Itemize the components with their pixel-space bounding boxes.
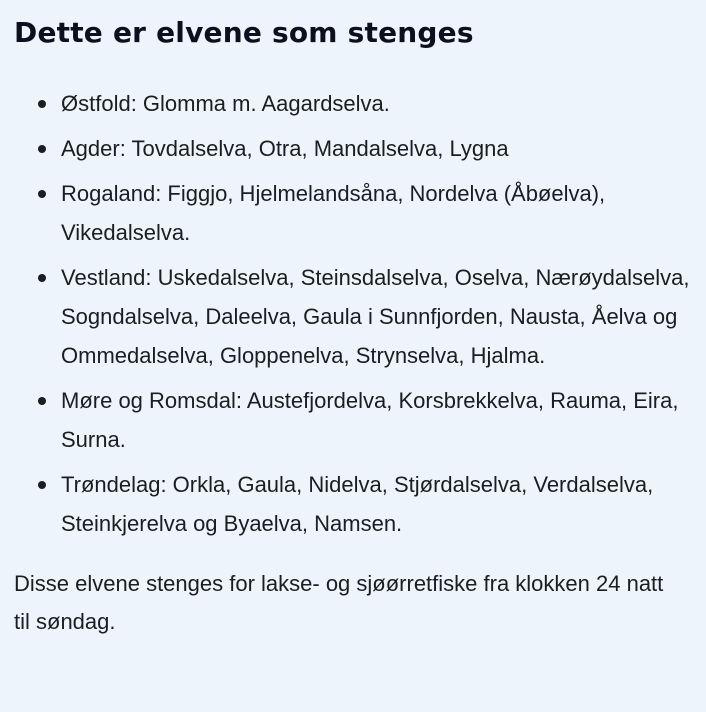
article-heading: Dette er elvene som stenges bbox=[14, 16, 474, 49]
bullet-icon bbox=[38, 145, 46, 153]
list-item-rogaland bbox=[14, 174, 692, 252]
list-item-vestland bbox=[14, 258, 692, 375]
bullet-icon bbox=[38, 397, 46, 405]
list-item-ostfold bbox=[14, 84, 692, 123]
bullet-icon bbox=[38, 274, 46, 282]
bullet-icon bbox=[38, 100, 46, 108]
list-item-text: Vestland: Uskedalselva, Steinsdalselva, Oselva, Nærøydalselva, Sogndalselva, Daleelva, Gaula i Sunnfjorden, Nausta, Åelva og Ommedalselva, Gloppenelva, Strynselva, Hjalma. bbox=[61, 265, 690, 368]
list-item-text: Rogaland: Figgjo, Hjelmelandsåna, Nordelva (Åbøelva), Vikedalselva. bbox=[61, 181, 606, 245]
list-item-text: Agder: Tovdalselva, Otra, Mandalselva, Lygna bbox=[61, 136, 509, 161]
river-list bbox=[14, 84, 692, 543]
bullet-icon bbox=[38, 190, 46, 198]
list-item-text: Møre og Romsdal: Austefjordelva, Korsbrekkelva, Rauma, Eira, Surna. bbox=[61, 388, 679, 452]
list-item-text: Østfold: Glomma m. Aagardselva. bbox=[61, 91, 390, 116]
list-item-trondelag bbox=[14, 465, 692, 543]
bullet-icon bbox=[38, 481, 46, 489]
closing-paragraph: Disse elvene stenges for lakse- og sjøørretfiske fra klokken 24 natt til søndag. bbox=[14, 571, 664, 634]
list-item-text: Trøndelag: Orkla, Gaula, Nidelva, Stjørdalselva, Verdalselva, Steinkjerelva og Byaelva, Namsen. bbox=[61, 472, 654, 536]
list-item-more-og-romsdal bbox=[14, 381, 692, 459]
list-item-agder bbox=[14, 129, 692, 168]
